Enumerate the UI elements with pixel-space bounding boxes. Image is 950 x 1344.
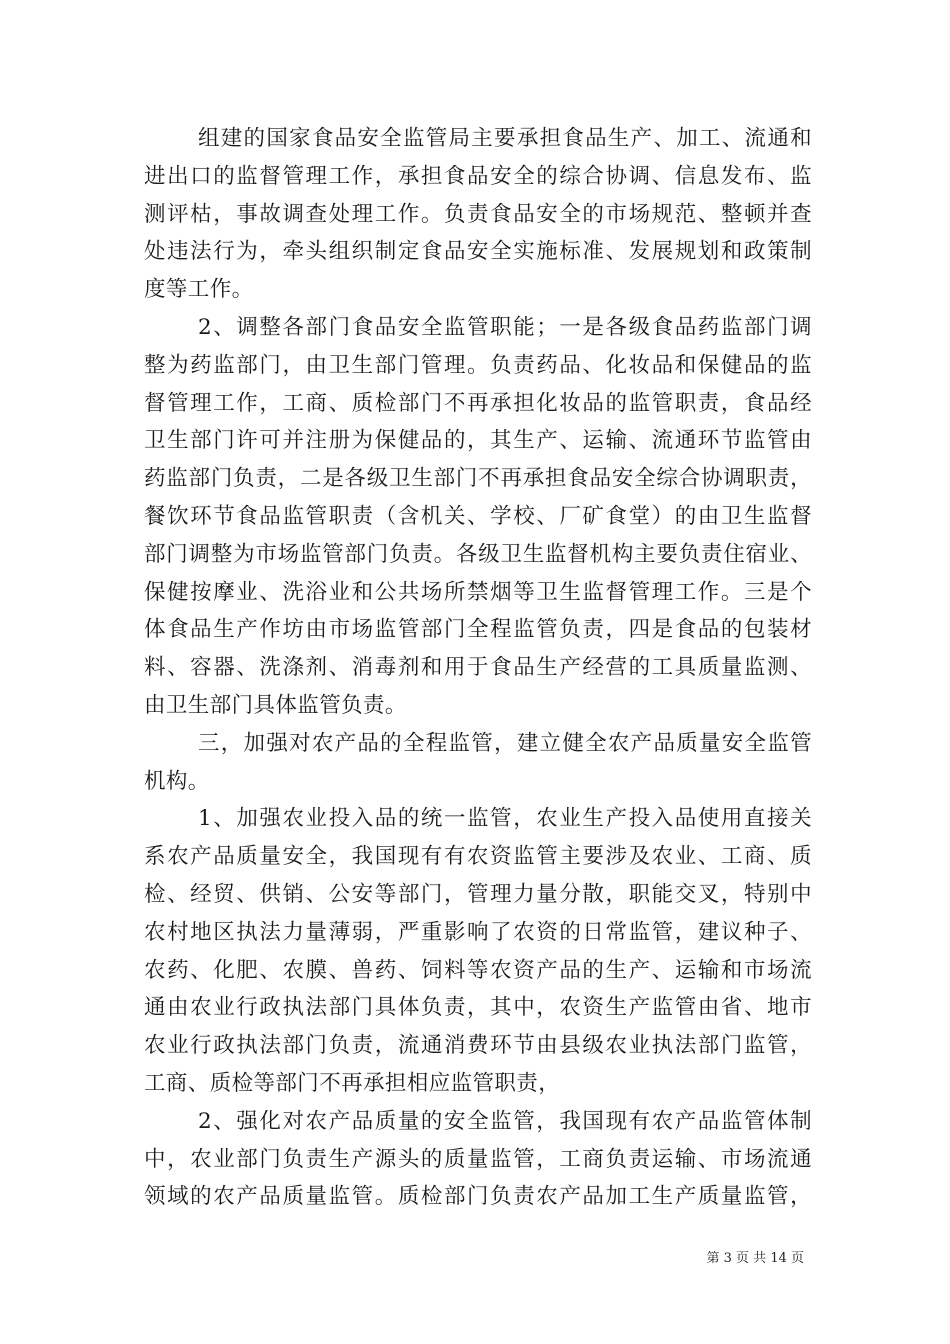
- section-heading-line: 机构。: [144, 768, 210, 794]
- paragraph-line: 卫生部门许可并注册为保健品的，其生产、运输、流通环节监管由: [144, 428, 812, 454]
- page-number: 第 3 页 共 14 页: [706, 1251, 804, 1266]
- paragraph-line: 进出口的监督管理工作，承担食品安全的综合协调、信息发布、监: [144, 163, 812, 189]
- paragraph-line: 领域的农产品质量监管。质检部门负责农产品加工生产质量监管，: [144, 1184, 812, 1210]
- paragraph-line: 餐饮环节食品监管职责（含机关、学校、厂矿食堂）的由卫生监督: [144, 503, 812, 529]
- paragraph-line: 整为药监部门，由卫生部门管理。负责药品、化妆品和保健品的监: [144, 352, 812, 378]
- paragraph-line: 体食品生产作坊由市场监管部门全程监管负责，四是食品的包装材: [144, 617, 812, 643]
- paragraph-line: 系农产品质量安全，我国现有有农资监管主要涉及农业、工商、质: [144, 844, 812, 870]
- paragraph-line: 药监部门负责，二是各级卫生部门不再承担食品安全综合协调职责，: [144, 466, 812, 492]
- paragraph-line: 测评枯，事故调查处理工作。负责食品安全的市场规范、整顿并查: [144, 201, 812, 227]
- paragraph-line: 通由农业行政执法部门具体负责，其中，农资生产监管由省、地市: [144, 995, 812, 1021]
- paragraph-line: 督管理工作，工商、质检部门不再承担化妆品的监管职责，食品经: [144, 390, 812, 416]
- paragraph-line: 检、经贸、供销、公安等部门，管理力量分散，职能交叉，特别中: [144, 881, 812, 907]
- document-body: [144, 120, 812, 1216]
- paragraph-line: 中，农业部门负责生产源头的质量监管，工商负责运输、市场流通: [144, 1146, 812, 1172]
- paragraph-line: 处违法行为，牵头组织制定食品安全实施标准、发展规划和政策制: [144, 239, 812, 265]
- paragraph-line: 工商、质检等部门不再承担相应监管职责，: [144, 1070, 561, 1096]
- paragraph-line: 部门调整为市场监管部门负责。各级卫生监督机构主要负责住宿业、: [144, 541, 812, 567]
- paragraph-line: 保健按摩业、洗浴业和公共场所禁烟等卫生监督管理工作。三是个: [144, 579, 812, 605]
- paragraph-line: 农村地区执法力量薄弱，严重影响了农资的日常监管，建议种子、: [144, 919, 812, 945]
- section-heading-line: 三，加强对农产品的全程监管，建立健全农产品质量安全监管: [198, 730, 812, 756]
- paragraph-line: 2、强化对农产品质量的安全监管，我国现有农产品监管体制: [198, 1108, 812, 1134]
- paragraph-line: 2、调整各部门食品安全监管职能；一是各级食品药监部门调: [198, 314, 812, 340]
- paragraph-line: 料、容器、洗涤剂、消毒剂和用于食品生产经营的工具质量监测、: [144, 655, 812, 681]
- paragraph-line: 由卫生部门具体监管负责。: [144, 692, 407, 718]
- paragraph-line: 农业行政执法部门负责，流通消费环节由县级农业执法部门监管，: [144, 1033, 812, 1059]
- paragraph-line: 度等工作。: [144, 277, 254, 303]
- paragraph-line: 农药、化肥、农膜、兽药、饲料等农资产品的生产、运输和市场流: [144, 957, 812, 983]
- paragraph-line: 1、加强农业投入品的统一监管，农业生产投入品使用直接关: [198, 806, 812, 832]
- paragraph-line: 组建的国家食品安全监管局主要承担食品生产、加工、流通和: [198, 126, 812, 151]
